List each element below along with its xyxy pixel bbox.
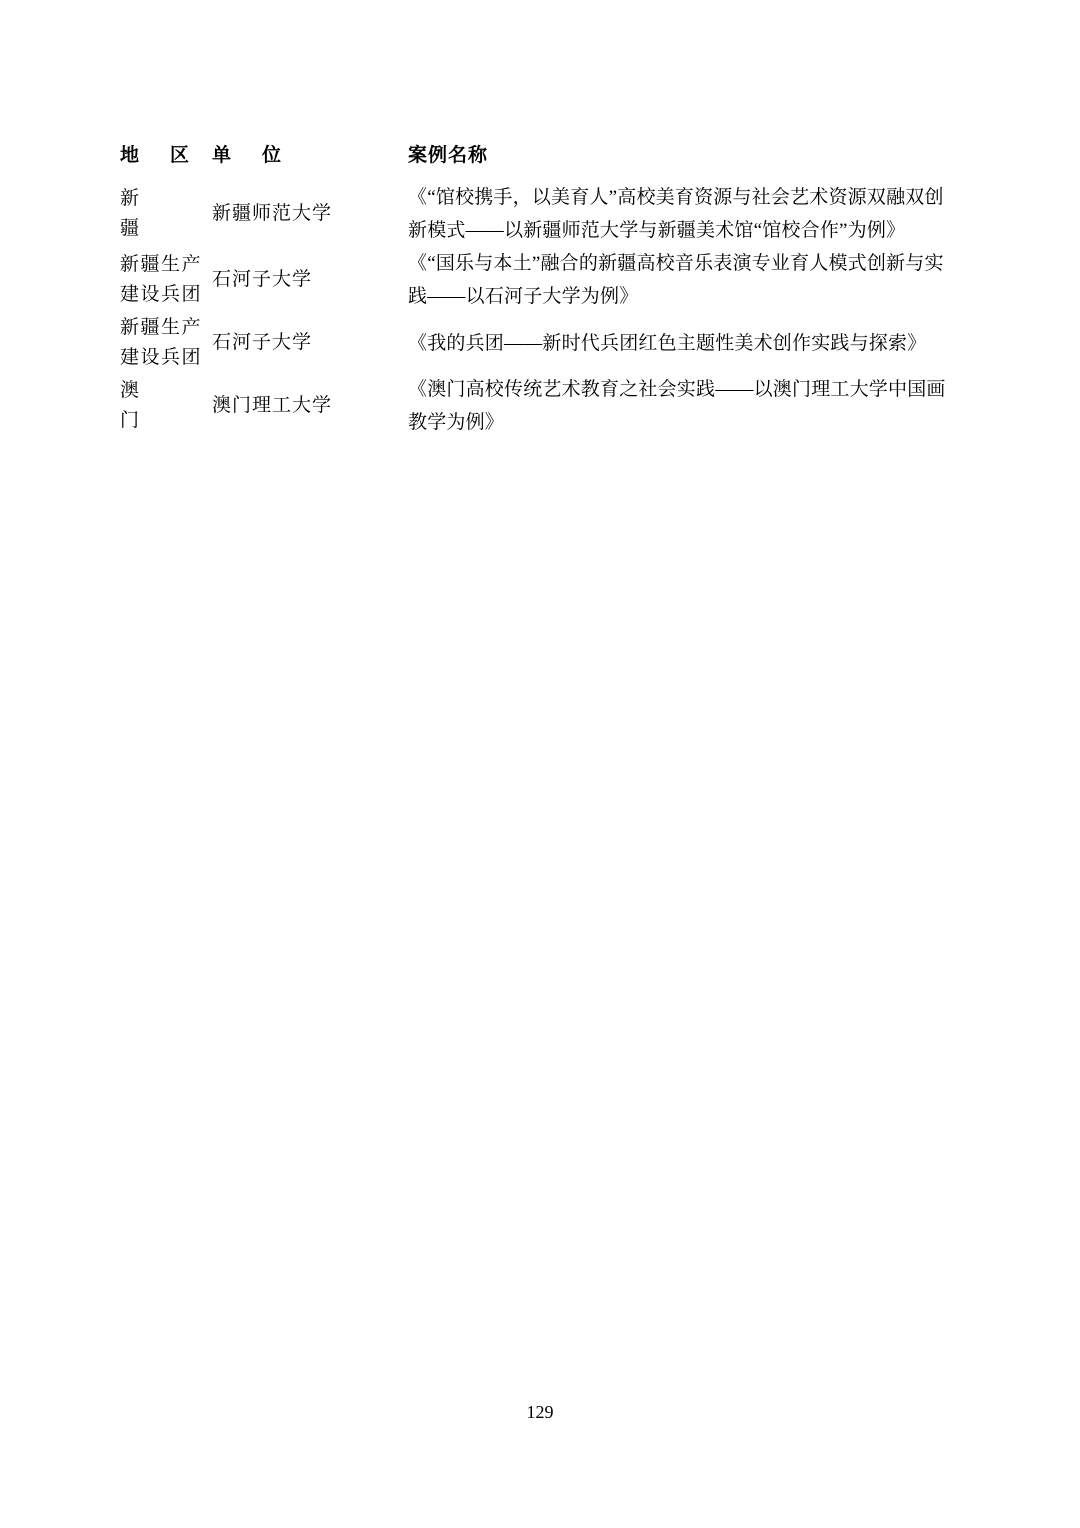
cell-region bbox=[120, 373, 212, 439]
cell-unit: 石河子大学 bbox=[212, 269, 313, 290]
cell-region-line2: 建设兵团 bbox=[120, 284, 203, 305]
cell-region-line2: 建设兵团 bbox=[120, 347, 203, 368]
cell-region-line1: 新 疆 bbox=[120, 188, 193, 239]
column-header-case-name: 案例名称 bbox=[408, 145, 489, 166]
table-row bbox=[120, 247, 960, 313]
cell-case-name: 《“国乐与本土”融合的新疆高校音乐表演专业育人模式创新与实践——以石河子大学为例》 bbox=[408, 253, 944, 307]
cell-case-name: 《“馆校携手，以美育人”高校美育资源与社会艺术资源双融双创新模式——以新疆师范大学与新疆美术馆“馆校合作”为例》 bbox=[408, 187, 944, 241]
cell-region-line1: 澳 门 bbox=[120, 380, 193, 431]
cell-unit: 新疆师范大学 bbox=[212, 203, 333, 224]
table-body bbox=[120, 167, 960, 439]
cell-region-line1: 新疆生产 bbox=[120, 254, 203, 275]
table-header bbox=[120, 140, 960, 167]
table-header-row bbox=[120, 140, 960, 167]
table-row bbox=[120, 373, 960, 439]
page-number: 129 bbox=[526, 1402, 554, 1422]
column-header-unit: 单 位 bbox=[212, 145, 288, 166]
cell-unit: 石河子大学 bbox=[212, 332, 313, 353]
column-header-region: 地 区 bbox=[120, 145, 196, 166]
cell-unit: 澳门理工大学 bbox=[212, 395, 333, 416]
cases-table bbox=[120, 140, 960, 439]
cell-region bbox=[120, 247, 212, 313]
cell-region-line1: 新疆生产 bbox=[120, 317, 203, 338]
cell-region bbox=[120, 167, 212, 247]
table-container bbox=[120, 140, 960, 439]
cell-case-name: 《我的兵团——新时代兵团红色主题性美术创作实践与探索》 bbox=[408, 332, 927, 354]
table-row bbox=[120, 313, 960, 373]
cell-case-name: 《澳门高校传统艺术教育之社会实践——以澳门理工大学中国画教学为例》 bbox=[408, 379, 946, 433]
table-row bbox=[120, 167, 960, 247]
cell-region bbox=[120, 313, 212, 373]
